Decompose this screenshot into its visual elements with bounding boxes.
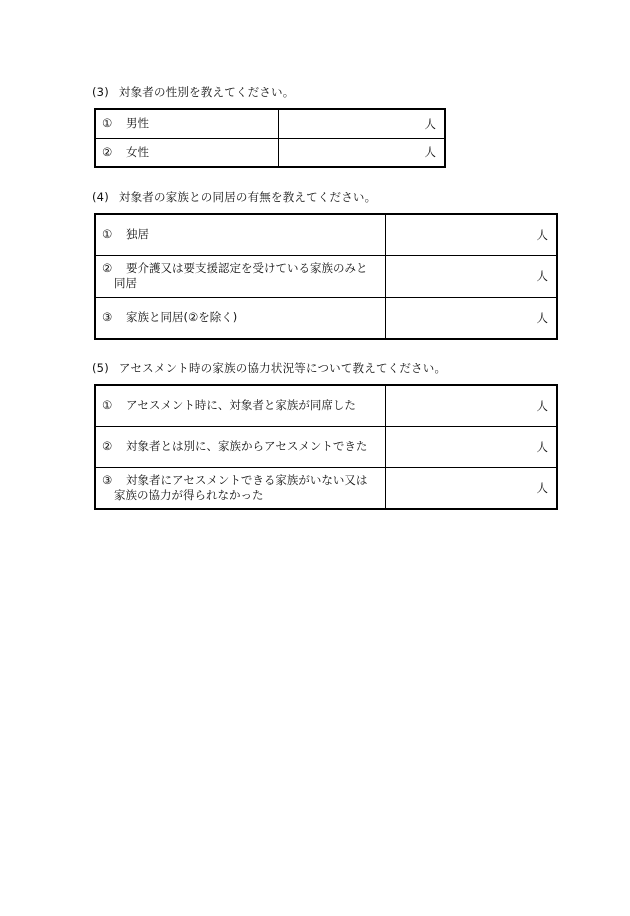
table-row (95, 255, 557, 297)
q4-heading (92, 189, 376, 205)
q3-row2-label: 女性 (126, 144, 149, 159)
q5-row3-mark: ③ (102, 472, 113, 487)
q3-row1-mark: ① (102, 116, 113, 131)
table-row (95, 214, 557, 255)
q4-row1-input-cell[interactable] (385, 214, 557, 255)
q3-number: (3) (92, 85, 109, 99)
q4-row3-label: 家族と同居(②を除く) (126, 310, 238, 325)
q5-row1-label: アセスメント時に、対象者と家族が同席した (126, 398, 356, 413)
q5-number: (5) (92, 361, 109, 375)
q4-title: 対象者の家族との同居の有無を教えてください。 (118, 190, 377, 204)
table-row (95, 426, 557, 467)
q4-row2-label-cell (95, 255, 385, 297)
q5-row3-label: 対象者にアセスメントできる家族がいない又は (126, 472, 368, 487)
table-row (95, 109, 445, 138)
q3-table (94, 108, 446, 168)
q5-row3-label-cell (95, 467, 385, 509)
q5-row1-label-cell (95, 385, 385, 426)
q5-row2-unit: 人 (536, 439, 548, 454)
q4-row1-label: 独居 (126, 227, 149, 242)
q4-row1-label-cell (95, 214, 385, 255)
q5-row2-label-cell (95, 426, 385, 467)
q5-row1-unit: 人 (536, 398, 548, 413)
q5-row1-input-cell[interactable] (385, 385, 557, 426)
q5-row1-mark: ① (102, 398, 113, 413)
table-row (95, 467, 557, 509)
q3-row1-unit: 人 (424, 116, 436, 131)
q4-row3-unit: 人 (536, 310, 548, 325)
q4-row3-mark: ③ (102, 310, 113, 325)
q4-table (94, 213, 558, 340)
q3-row1-input-cell[interactable] (278, 109, 445, 138)
table-row (95, 297, 557, 339)
q4-row1-mark: ① (102, 227, 113, 242)
q4-row2-mark: ② (102, 261, 113, 275)
q5-row2-input-cell[interactable] (385, 426, 557, 467)
q3-row1-label-cell (95, 109, 278, 138)
q4-row2-label: 要介護又は要支援認定を受けている家族のみと (126, 261, 368, 275)
q3-row2-input-cell[interactable] (278, 138, 445, 167)
q5-row2-mark: ② (102, 439, 113, 453)
q4-row2-input-cell[interactable] (385, 255, 557, 297)
q5-row3-input-cell[interactable] (385, 467, 557, 509)
q5-row3-unit: 人 (536, 480, 548, 495)
q3-heading (92, 84, 294, 100)
q5-heading (92, 360, 446, 376)
q4-row3-input-cell[interactable] (385, 297, 557, 339)
table-row (95, 385, 557, 426)
q5-row3-label-cont: 家族の協力が得られなかった (114, 487, 264, 502)
q3-row2-mark: ② (102, 144, 113, 159)
table-row (95, 138, 445, 167)
q4-row2-unit: 人 (536, 269, 548, 283)
q5-title: アセスメント時の家族の協力状況等について教えてください。 (118, 361, 447, 375)
q5-row2-label: 対象者とは別に、家族からアセスメントできた (126, 439, 368, 453)
q4-row1-unit: 人 (536, 227, 548, 242)
q4-row3-label-cell (95, 297, 385, 339)
q3-row2-label-cell (95, 138, 278, 167)
q5-table (94, 384, 558, 510)
q3-row1-label: 男性 (126, 116, 149, 131)
q3-title: 対象者の性別を教えてください。 (118, 85, 295, 99)
q3-row2-unit: 人 (424, 145, 436, 160)
q4-row2-label-cont: 同居 (114, 276, 137, 290)
q4-number: (4) (92, 190, 109, 204)
